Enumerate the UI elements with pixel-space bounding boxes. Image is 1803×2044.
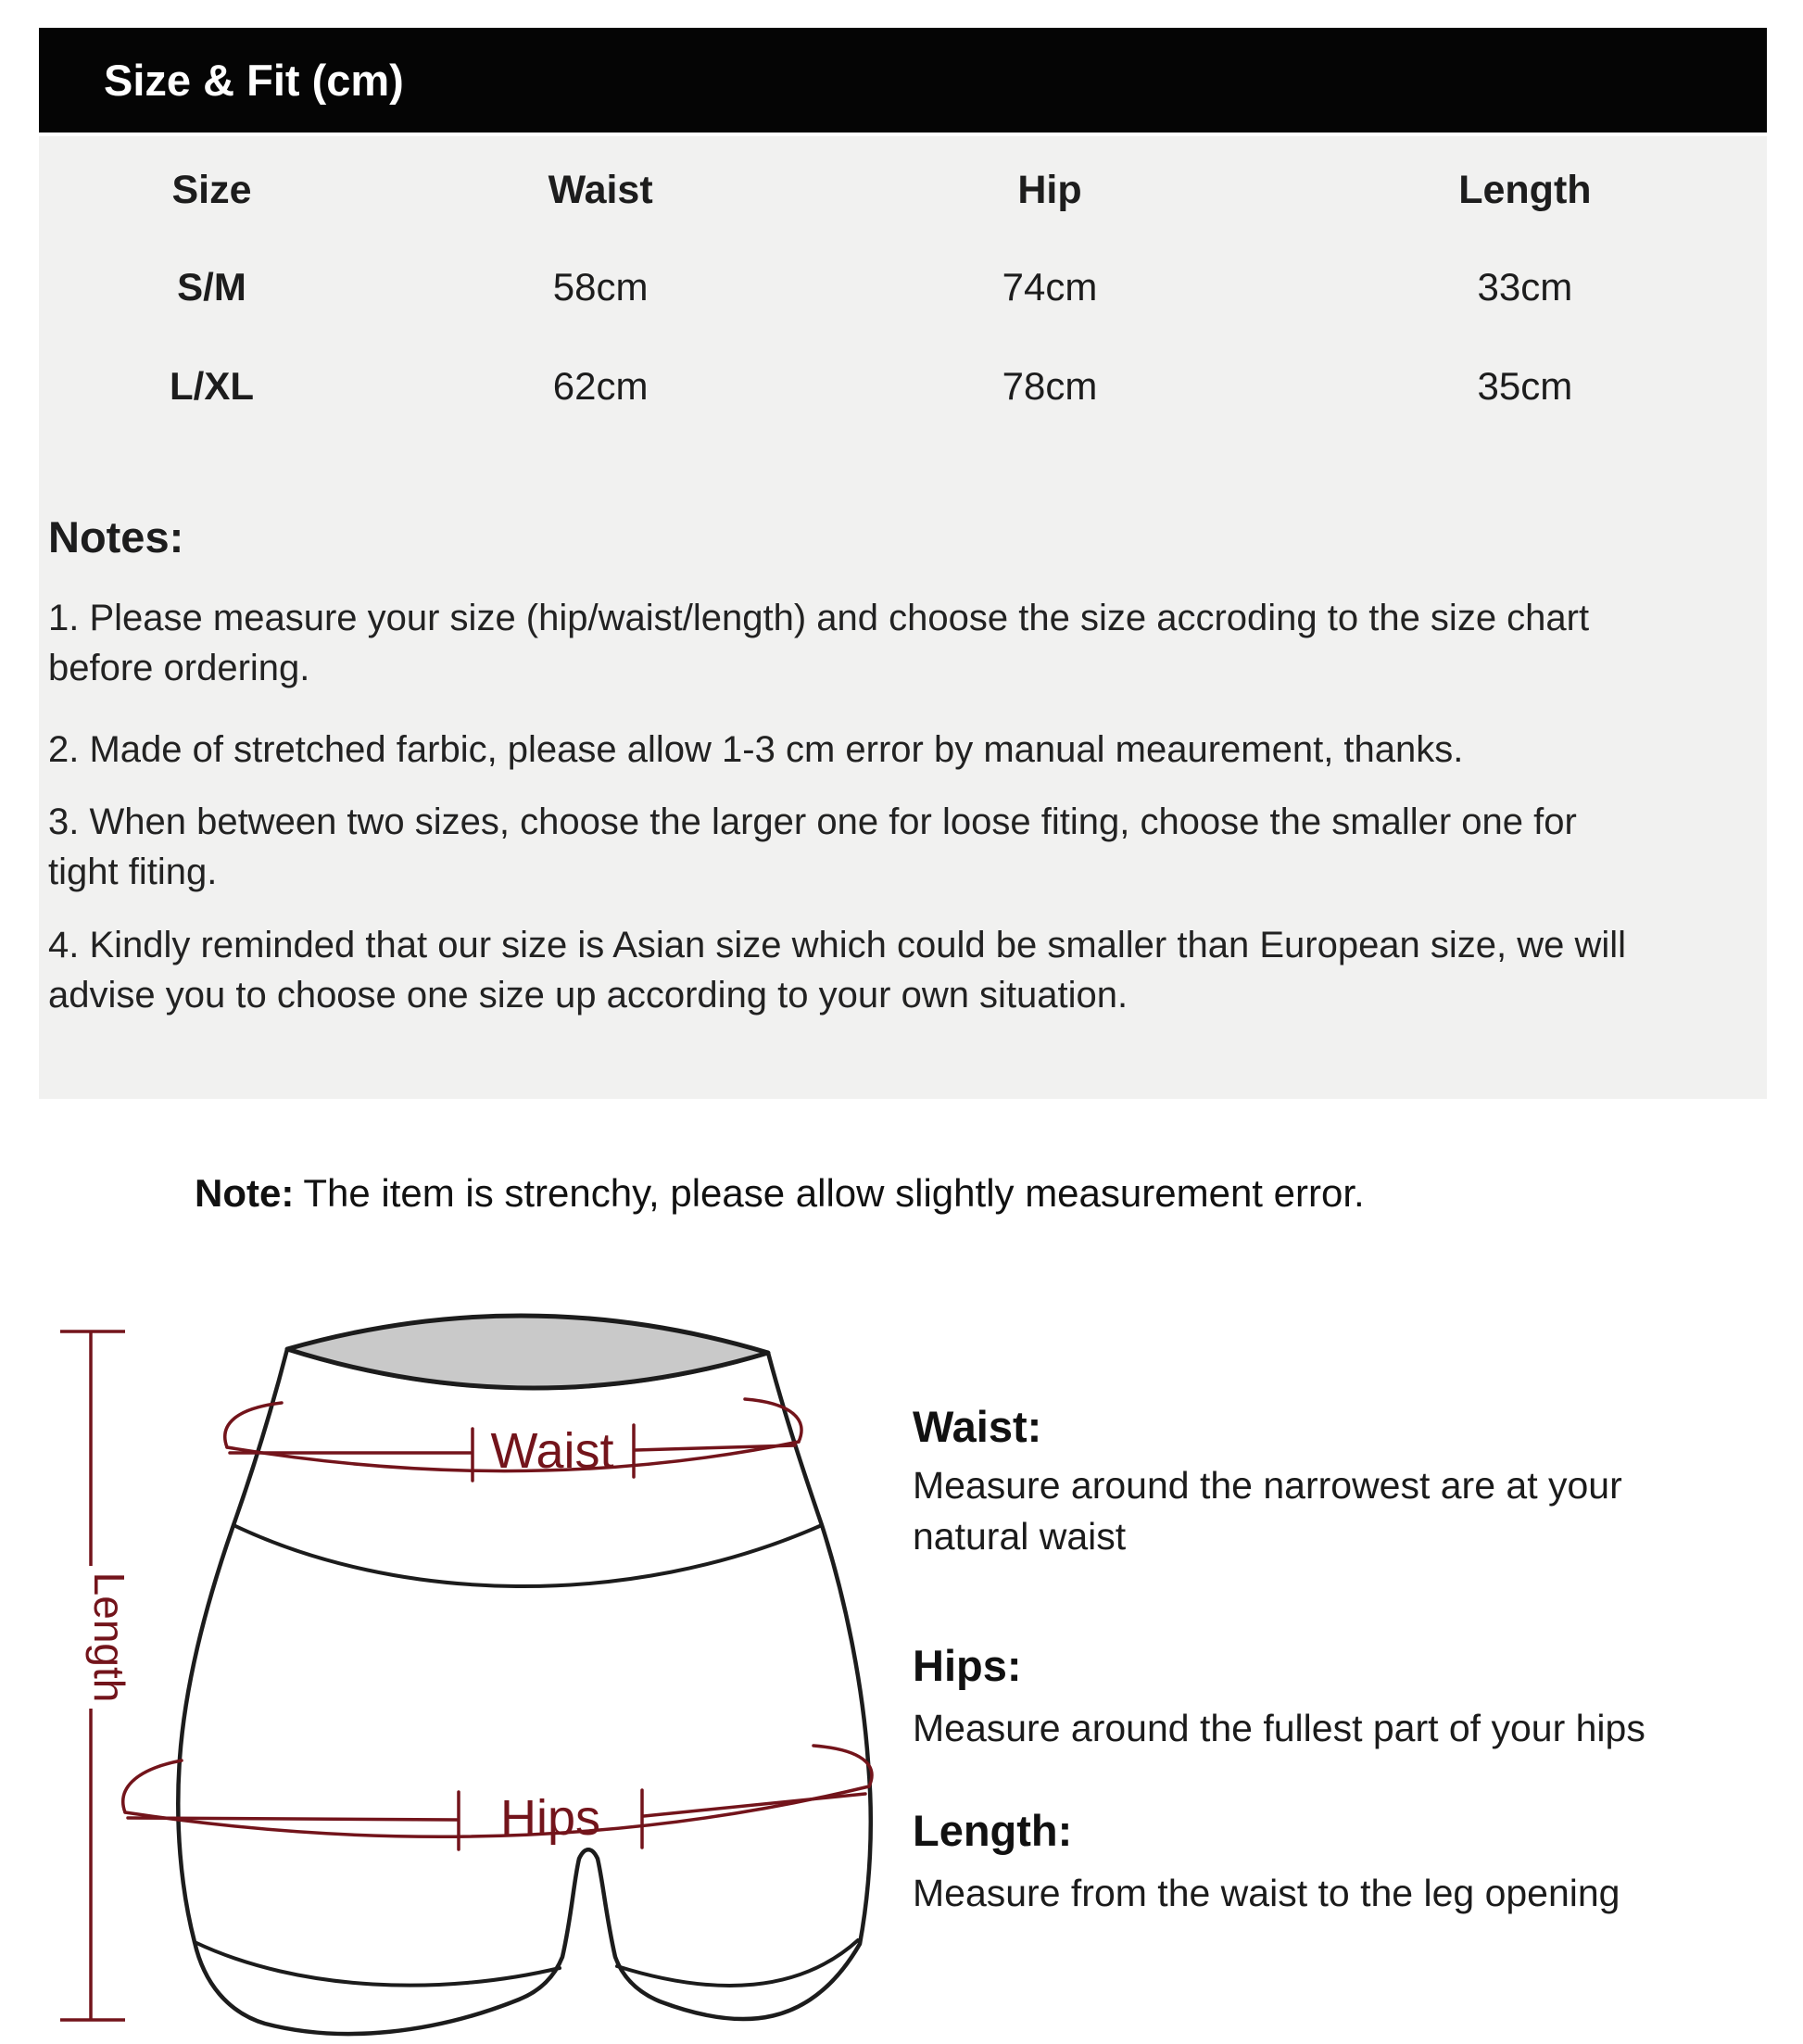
- note-line: 1. Please measure your size (hip/waist/length) and choose the size accroding to the size chart: [48, 598, 1590, 638]
- notes-heading: Notes:: [48, 512, 184, 561]
- hips-label: Hips: [499, 1790, 601, 1846]
- column-header-length: Length: [1458, 167, 1592, 212]
- hip-cell: 78cm: [1002, 364, 1098, 408]
- waist-label: Waist: [490, 1423, 614, 1479]
- note-item: [48, 593, 1730, 693]
- note-line: tight fiting.: [48, 852, 218, 892]
- hips-left-hook: [123, 1760, 182, 1812]
- guide-hips-text: [913, 1703, 1788, 1754]
- size-fit-header: [39, 28, 1767, 132]
- size-table-header-row: [39, 166, 1767, 214]
- guide-line: Measure around the fullest part of your hips: [913, 1707, 1645, 1749]
- guide-waist-heading: Waist:: [913, 1402, 1042, 1451]
- guide-line: Measure from the waist to the leg opening: [913, 1872, 1620, 1914]
- table-row: [39, 362, 1767, 410]
- stretch-note-label: Note:: [195, 1171, 295, 1215]
- note-line: 4. Kindly reminded that our size is Asian size which could be smaller than European size, we will: [48, 925, 1627, 965]
- stretch-note: [195, 1171, 1677, 1216]
- column-header-hip: Hip: [1017, 167, 1082, 212]
- size-cell: S/M: [177, 265, 246, 309]
- waist-cell: 58cm: [552, 265, 649, 309]
- length-cell: 33cm: [1477, 265, 1573, 309]
- hip-cell: 74cm: [1002, 265, 1098, 309]
- waist-cell: 62cm: [552, 364, 649, 408]
- note-line: advise you to choose one size up according to your own situation.: [48, 975, 1128, 1016]
- note-item: [48, 725, 1730, 775]
- table-row: [39, 263, 1767, 311]
- guide-hips-heading: Hips:: [913, 1641, 1022, 1690]
- note-item: [48, 797, 1730, 897]
- stretch-note-text: The item is strenchy, please allow slightly measurement error.: [303, 1171, 1365, 1215]
- note-line: 2. Made of stretched farbic, please allow 1-3 cm error by manual meaurement, thanks.: [48, 729, 1464, 770]
- note-line: before ordering.: [48, 648, 310, 688]
- column-header-waist: Waist: [548, 167, 653, 212]
- column-header-size: Size: [171, 167, 252, 212]
- length-cell: 35cm: [1477, 364, 1573, 408]
- note-line: 3. When between two sizes, choose the larger one for loose fiting, choose the smaller one for: [48, 801, 1577, 842]
- guide-waist-text: [913, 1460, 1788, 1562]
- hips-line-left: [128, 1818, 457, 1820]
- guide-line: natural waist: [913, 1515, 1127, 1558]
- guide-length-heading: Length:: [913, 1806, 1073, 1855]
- length-label: Length: [85, 1571, 133, 1703]
- size-cell: L/XL: [170, 364, 254, 408]
- note-item: [48, 920, 1730, 1020]
- size-fit-title: Size & Fit (cm): [104, 56, 404, 105]
- guide-line: Measure around the narrowest are at your: [913, 1464, 1622, 1507]
- measurement-diagram: [35, 1290, 892, 2044]
- guide-length-text: [913, 1868, 1788, 1919]
